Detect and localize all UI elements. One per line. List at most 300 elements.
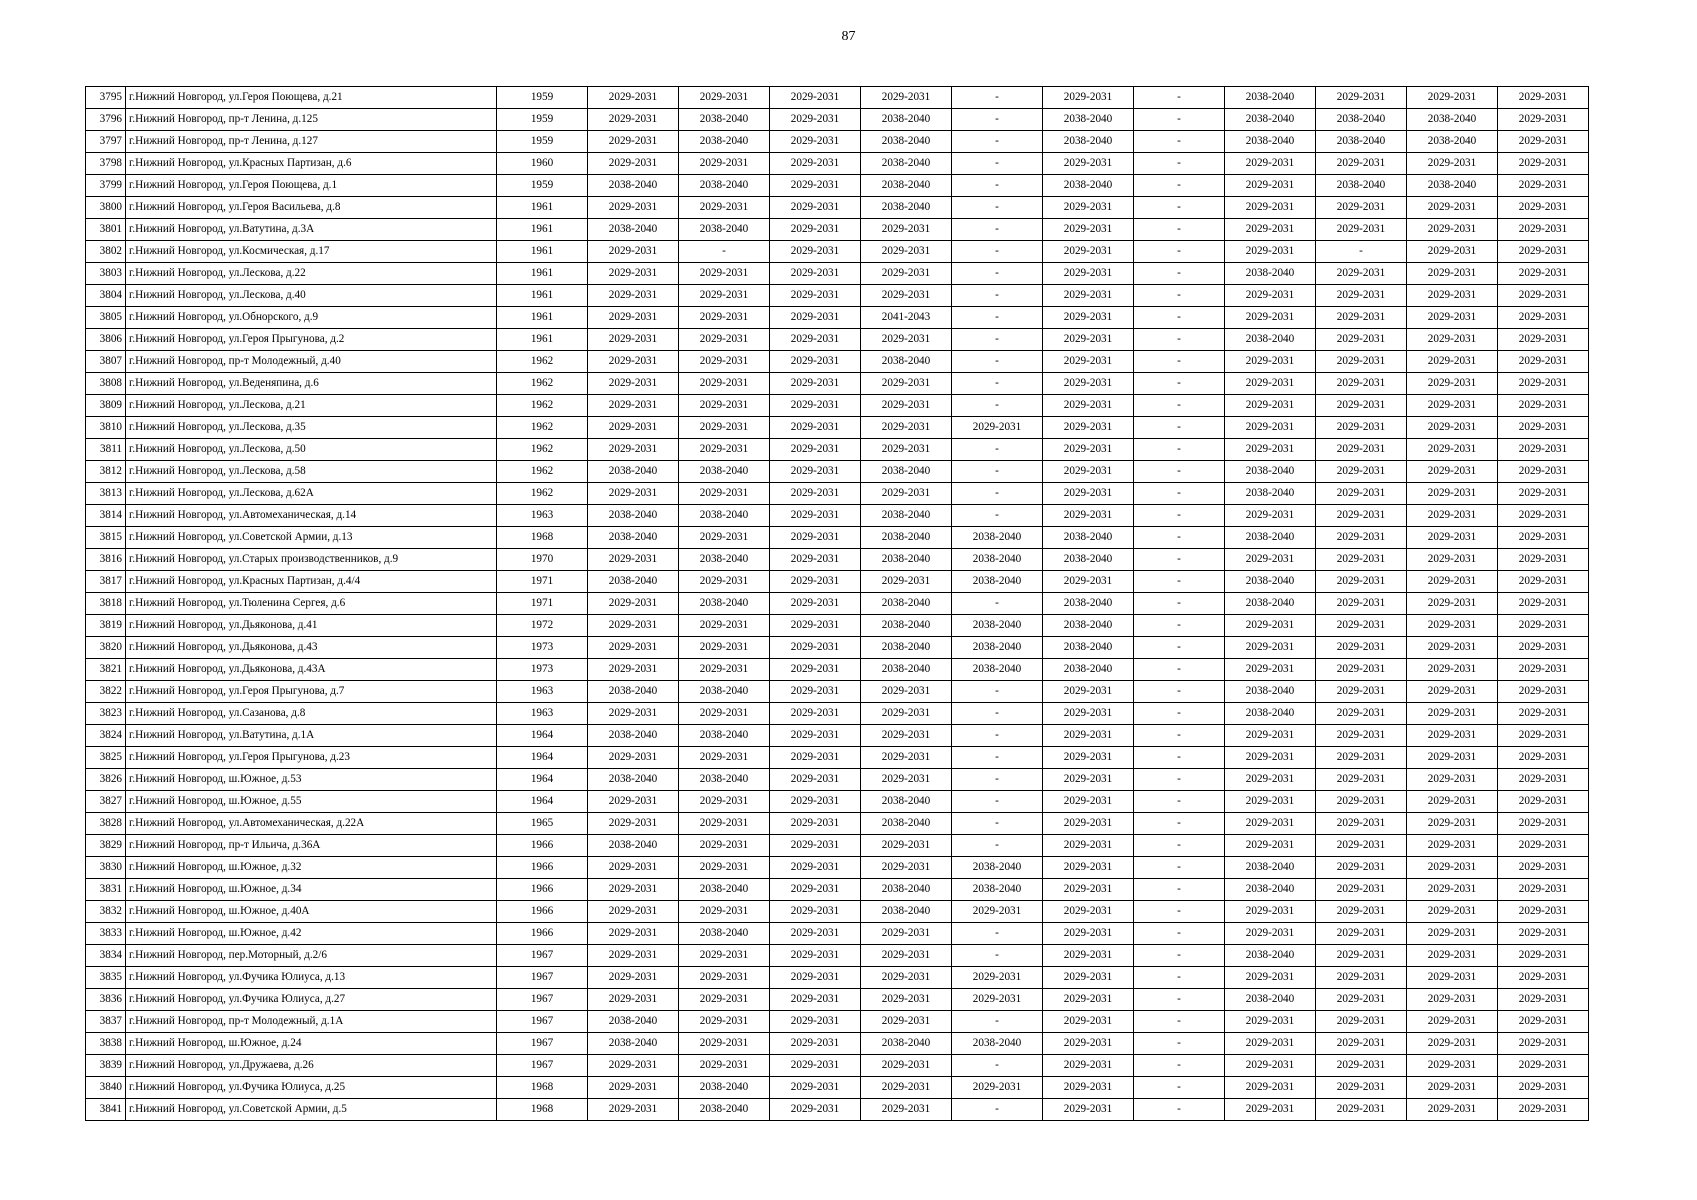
- year-cell: 1967: [497, 967, 588, 989]
- period-cell: 2029-2031: [861, 417, 952, 439]
- row-number-cell: 3831: [86, 879, 126, 901]
- period-cell: 2029-2031: [1316, 879, 1407, 901]
- row-number-cell: 3816: [86, 549, 126, 571]
- period-cell: -: [952, 219, 1043, 241]
- period-cell: -: [1134, 417, 1225, 439]
- period-cell: 2038-2040: [679, 681, 770, 703]
- period-cell: 2029-2031: [1043, 1055, 1134, 1077]
- period-cell: 2038-2040: [1225, 857, 1316, 879]
- row-number-cell: 3800: [86, 197, 126, 219]
- period-cell: 2029-2031: [588, 703, 679, 725]
- period-cell: -: [1134, 857, 1225, 879]
- year-cell: 1964: [497, 725, 588, 747]
- year-cell: 1961: [497, 285, 588, 307]
- period-cell: 2029-2031: [1498, 87, 1589, 109]
- period-cell: 2029-2031: [679, 703, 770, 725]
- period-cell: -: [1134, 835, 1225, 857]
- period-cell: 2029-2031: [770, 703, 861, 725]
- period-cell: 2029-2031: [770, 769, 861, 791]
- period-cell: 2029-2031: [1407, 527, 1498, 549]
- period-cell: 2029-2031: [770, 131, 861, 153]
- period-cell: 2029-2031: [1316, 747, 1407, 769]
- period-cell: 2029-2031: [1316, 791, 1407, 813]
- period-cell: -: [1134, 791, 1225, 813]
- period-cell: 2029-2031: [588, 197, 679, 219]
- period-cell: -: [952, 1055, 1043, 1077]
- period-cell: 2029-2031: [1498, 175, 1589, 197]
- period-cell: 2029-2031: [1316, 769, 1407, 791]
- period-cell: 2029-2031: [1407, 461, 1498, 483]
- period-cell: 2029-2031: [1043, 1099, 1134, 1121]
- year-cell: 1959: [497, 87, 588, 109]
- period-cell: 2038-2040: [861, 901, 952, 923]
- period-cell: 2029-2031: [861, 87, 952, 109]
- period-cell: 2038-2040: [952, 879, 1043, 901]
- period-cell: 2029-2031: [1043, 395, 1134, 417]
- year-cell: 1967: [497, 1055, 588, 1077]
- year-cell: 1960: [497, 153, 588, 175]
- period-cell: 2029-2031: [1407, 901, 1498, 923]
- period-cell: 2029-2031: [1043, 681, 1134, 703]
- period-cell: 2029-2031: [1316, 901, 1407, 923]
- period-cell: 2029-2031: [679, 263, 770, 285]
- period-cell: 2029-2031: [1225, 725, 1316, 747]
- period-cell: 2029-2031: [1498, 307, 1589, 329]
- row-number-cell: 3818: [86, 593, 126, 615]
- period-cell: 2029-2031: [1043, 989, 1134, 1011]
- period-cell: 2029-2031: [1498, 923, 1589, 945]
- address-cell: г.Нижний Новгород, ул.Космическая, д.17: [126, 241, 497, 263]
- address-cell: г.Нижний Новгород, ул.Автомеханическая, д.14: [126, 505, 497, 527]
- period-cell: 2029-2031: [1225, 659, 1316, 681]
- period-cell: -: [952, 505, 1043, 527]
- period-cell: -: [952, 835, 1043, 857]
- period-cell: 2029-2031: [770, 527, 861, 549]
- period-cell: 2029-2031: [1407, 967, 1498, 989]
- period-cell: 2029-2031: [770, 153, 861, 175]
- row-number-cell: 3826: [86, 769, 126, 791]
- period-cell: 2029-2031: [588, 1077, 679, 1099]
- period-cell: 2029-2031: [1316, 461, 1407, 483]
- period-cell: 2029-2031: [1316, 549, 1407, 571]
- period-cell: 2029-2031: [679, 483, 770, 505]
- address-cell: г.Нижний Новгород, ул.Лескова, д.62А: [126, 483, 497, 505]
- year-cell: 1962: [497, 439, 588, 461]
- year-cell: 1966: [497, 901, 588, 923]
- period-cell: 2029-2031: [1498, 813, 1589, 835]
- period-cell: 2029-2031: [1225, 175, 1316, 197]
- table-row: [86, 263, 1589, 285]
- period-cell: 2038-2040: [861, 197, 952, 219]
- period-cell: 2029-2031: [1407, 703, 1498, 725]
- period-cell: -: [1134, 945, 1225, 967]
- period-cell: 2029-2031: [679, 571, 770, 593]
- table-row: [86, 703, 1589, 725]
- table-row: [86, 747, 1589, 769]
- period-cell: -: [952, 769, 1043, 791]
- table-row: [86, 857, 1589, 879]
- period-cell: 2029-2031: [770, 1055, 861, 1077]
- period-cell: 2029-2031: [1498, 945, 1589, 967]
- row-number-cell: 3795: [86, 87, 126, 109]
- period-cell: 2029-2031: [770, 813, 861, 835]
- period-cell: 2038-2040: [952, 637, 1043, 659]
- period-cell: -: [1134, 87, 1225, 109]
- period-cell: 2038-2040: [1225, 483, 1316, 505]
- period-cell: 2029-2031: [1043, 901, 1134, 923]
- period-cell: 2029-2031: [1407, 659, 1498, 681]
- period-cell: 2029-2031: [679, 813, 770, 835]
- period-cell: -: [952, 241, 1043, 263]
- period-cell: 2029-2031: [1316, 197, 1407, 219]
- table-row: [86, 989, 1589, 1011]
- year-cell: 1962: [497, 373, 588, 395]
- period-cell: 2029-2031: [1043, 219, 1134, 241]
- address-cell: г.Нижний Новгород, ш.Южное, д.53: [126, 769, 497, 791]
- year-cell: 1963: [497, 681, 588, 703]
- period-cell: 2029-2031: [1225, 417, 1316, 439]
- table-row: [86, 791, 1589, 813]
- address-cell: г.Нижний Новгород, ул.Дьяконова, д.43А: [126, 659, 497, 681]
- address-cell: г.Нижний Новгород, ул.Ватутина, д.3А: [126, 219, 497, 241]
- period-cell: -: [1134, 307, 1225, 329]
- period-cell: 2029-2031: [1498, 395, 1589, 417]
- period-cell: 2029-2031: [1498, 791, 1589, 813]
- period-cell: 2029-2031: [1498, 593, 1589, 615]
- period-cell: 2038-2040: [1043, 527, 1134, 549]
- table-row: [86, 549, 1589, 571]
- period-cell: -: [952, 461, 1043, 483]
- year-cell: 1965: [497, 813, 588, 835]
- period-cell: 2029-2031: [770, 835, 861, 857]
- period-cell: 2029-2031: [770, 285, 861, 307]
- period-cell: 2029-2031: [1316, 1077, 1407, 1099]
- period-cell: 2029-2031: [1407, 769, 1498, 791]
- table-row: [86, 681, 1589, 703]
- period-cell: -: [1134, 153, 1225, 175]
- year-cell: 1966: [497, 879, 588, 901]
- year-cell: 1971: [497, 571, 588, 593]
- period-cell: 2029-2031: [1407, 549, 1498, 571]
- period-cell: 2029-2031: [588, 439, 679, 461]
- period-cell: 2038-2040: [679, 1077, 770, 1099]
- period-cell: 2029-2031: [1407, 1011, 1498, 1033]
- period-cell: 2029-2031: [861, 1011, 952, 1033]
- period-cell: 2029-2031: [1043, 791, 1134, 813]
- period-cell: 2038-2040: [1043, 615, 1134, 637]
- period-cell: 2029-2031: [588, 483, 679, 505]
- row-number-cell: 3821: [86, 659, 126, 681]
- row-number-cell: 3799: [86, 175, 126, 197]
- period-cell: 2029-2031: [1407, 637, 1498, 659]
- period-cell: 2029-2031: [952, 417, 1043, 439]
- period-cell: 2029-2031: [770, 571, 861, 593]
- period-cell: 2029-2031: [1407, 285, 1498, 307]
- period-cell: 2029-2031: [1316, 87, 1407, 109]
- period-cell: 2038-2040: [679, 175, 770, 197]
- period-cell: 2038-2040: [1225, 989, 1316, 1011]
- period-cell: 2029-2031: [1498, 1077, 1589, 1099]
- period-cell: -: [952, 87, 1043, 109]
- period-cell: 2038-2040: [588, 835, 679, 857]
- period-cell: 2029-2031: [861, 439, 952, 461]
- period-cell: 2038-2040: [861, 1033, 952, 1055]
- year-cell: 1959: [497, 175, 588, 197]
- period-cell: 2029-2031: [1043, 285, 1134, 307]
- period-cell: -: [1134, 571, 1225, 593]
- period-cell: -: [952, 725, 1043, 747]
- period-cell: 2029-2031: [770, 351, 861, 373]
- period-cell: 2029-2031: [1498, 1033, 1589, 1055]
- table-row: [86, 307, 1589, 329]
- period-cell: 2038-2040: [588, 175, 679, 197]
- period-cell: 2038-2040: [679, 879, 770, 901]
- year-cell: 1973: [497, 637, 588, 659]
- row-number-cell: 3829: [86, 835, 126, 857]
- row-number-cell: 3809: [86, 395, 126, 417]
- period-cell: 2029-2031: [1498, 351, 1589, 373]
- period-cell: 2029-2031: [588, 923, 679, 945]
- period-cell: 2029-2031: [770, 373, 861, 395]
- period-cell: 2038-2040: [1407, 131, 1498, 153]
- row-number-cell: 3836: [86, 989, 126, 1011]
- address-cell: г.Нижний Новгород, ш.Южное, д.42: [126, 923, 497, 945]
- table-row: [86, 901, 1589, 923]
- year-cell: 1963: [497, 505, 588, 527]
- table-row: [86, 923, 1589, 945]
- period-cell: 2029-2031: [1498, 989, 1589, 1011]
- period-cell: 2029-2031: [588, 1099, 679, 1121]
- period-cell: 2038-2040: [588, 725, 679, 747]
- period-cell: 2029-2031: [679, 967, 770, 989]
- period-cell: 2029-2031: [770, 967, 861, 989]
- period-cell: 2029-2031: [1225, 373, 1316, 395]
- period-cell: 2029-2031: [1043, 505, 1134, 527]
- period-cell: 2029-2031: [1407, 615, 1498, 637]
- period-cell: -: [1134, 329, 1225, 351]
- year-cell: 1967: [497, 945, 588, 967]
- period-cell: 2029-2031: [1043, 945, 1134, 967]
- year-cell: 1961: [497, 219, 588, 241]
- year-cell: 1959: [497, 131, 588, 153]
- period-cell: 2038-2040: [679, 461, 770, 483]
- period-cell: 2029-2031: [1225, 241, 1316, 263]
- period-cell: 2029-2031: [1225, 395, 1316, 417]
- period-cell: 2038-2040: [1316, 131, 1407, 153]
- period-cell: 2029-2031: [861, 263, 952, 285]
- period-cell: 2029-2031: [1043, 1077, 1134, 1099]
- table-row: [86, 945, 1589, 967]
- period-cell: 2038-2040: [861, 131, 952, 153]
- period-cell: -: [952, 109, 1043, 131]
- address-cell: г.Нижний Новгород, пр-т Ленина, д.127: [126, 131, 497, 153]
- row-number-cell: 3801: [86, 219, 126, 241]
- address-cell: г.Нижний Новгород, пр-т Ильича, д.36А: [126, 835, 497, 857]
- table-row: [86, 329, 1589, 351]
- period-cell: 2029-2031: [770, 1099, 861, 1121]
- period-cell: -: [952, 395, 1043, 417]
- address-cell: г.Нижний Новгород, ул.Обнорского, д.9: [126, 307, 497, 329]
- year-cell: 1964: [497, 769, 588, 791]
- period-cell: 2029-2031: [770, 395, 861, 417]
- year-cell: 1972: [497, 615, 588, 637]
- row-number-cell: 3796: [86, 109, 126, 131]
- period-cell: 2029-2031: [1498, 263, 1589, 285]
- year-cell: 1968: [497, 1077, 588, 1099]
- period-cell: 2038-2040: [1043, 131, 1134, 153]
- period-cell: 2029-2031: [861, 373, 952, 395]
- period-cell: 2029-2031: [770, 879, 861, 901]
- period-cell: 2029-2031: [1225, 615, 1316, 637]
- table-row: [86, 373, 1589, 395]
- period-cell: 2029-2031: [1407, 329, 1498, 351]
- period-cell: 2029-2031: [861, 395, 952, 417]
- period-cell: 2029-2031: [1316, 681, 1407, 703]
- period-cell: -: [1134, 813, 1225, 835]
- period-cell: 2038-2040: [1407, 175, 1498, 197]
- period-cell: 2029-2031: [770, 1077, 861, 1099]
- period-cell: 2029-2031: [1225, 549, 1316, 571]
- address-cell: г.Нижний Новгород, ул.Героя Поющева, д.1: [126, 175, 497, 197]
- period-cell: 2029-2031: [1043, 747, 1134, 769]
- period-cell: 2029-2031: [679, 1033, 770, 1055]
- period-cell: 2029-2031: [1043, 87, 1134, 109]
- period-cell: 2029-2031: [770, 1033, 861, 1055]
- period-cell: 2029-2031: [861, 1099, 952, 1121]
- period-cell: 2038-2040: [861, 637, 952, 659]
- period-cell: -: [1134, 615, 1225, 637]
- period-cell: 2029-2031: [1316, 439, 1407, 461]
- period-cell: 2038-2040: [861, 791, 952, 813]
- period-cell: 2038-2040: [861, 109, 952, 131]
- period-cell: 2038-2040: [1225, 681, 1316, 703]
- period-cell: -: [952, 1011, 1043, 1033]
- period-cell: 2029-2031: [1407, 219, 1498, 241]
- page-number: 87: [841, 29, 856, 44]
- period-cell: 2029-2031: [1043, 153, 1134, 175]
- period-cell: 2029-2031: [1225, 1033, 1316, 1055]
- row-number-cell: 3832: [86, 901, 126, 923]
- period-cell: -: [1134, 527, 1225, 549]
- period-cell: 2038-2040: [588, 527, 679, 549]
- period-cell: 2029-2031: [1316, 373, 1407, 395]
- year-cell: 1961: [497, 307, 588, 329]
- period-cell: 2038-2040: [1043, 109, 1134, 131]
- period-cell: 2029-2031: [1407, 439, 1498, 461]
- period-cell: 2029-2031: [1407, 747, 1498, 769]
- period-cell: 2029-2031: [1407, 1033, 1498, 1055]
- address-cell: г.Нижний Новгород, ул.Лескова, д.50: [126, 439, 497, 461]
- period-cell: 2029-2031: [861, 747, 952, 769]
- period-cell: 2029-2031: [1043, 461, 1134, 483]
- year-cell: 1959: [497, 109, 588, 131]
- period-cell: -: [952, 747, 1043, 769]
- address-cell: г.Нижний Новгород, ул.Фучика Юлиуса, д.27: [126, 989, 497, 1011]
- period-cell: 2038-2040: [952, 615, 1043, 637]
- table-row: [86, 131, 1589, 153]
- period-cell: 2029-2031: [1407, 879, 1498, 901]
- period-cell: 2029-2031: [1498, 505, 1589, 527]
- address-cell: г.Нижний Новгород, ул.Старых производственников, д.9: [126, 549, 497, 571]
- period-cell: 2029-2031: [1316, 1011, 1407, 1033]
- period-cell: 2029-2031: [770, 219, 861, 241]
- period-cell: -: [952, 329, 1043, 351]
- table-row: [86, 659, 1589, 681]
- period-cell: -: [952, 351, 1043, 373]
- period-cell: 2029-2031: [1043, 857, 1134, 879]
- period-cell: 2029-2031: [588, 945, 679, 967]
- period-cell: 2029-2031: [588, 857, 679, 879]
- period-cell: 2029-2031: [770, 483, 861, 505]
- period-cell: -: [952, 923, 1043, 945]
- period-cell: 2029-2031: [1316, 1055, 1407, 1077]
- period-cell: -: [1134, 1011, 1225, 1033]
- period-cell: -: [1134, 175, 1225, 197]
- period-cell: 2029-2031: [861, 725, 952, 747]
- period-cell: -: [1134, 1077, 1225, 1099]
- period-cell: 2029-2031: [1043, 329, 1134, 351]
- period-cell: 2029-2031: [588, 659, 679, 681]
- period-cell: 2029-2031: [770, 263, 861, 285]
- period-cell: 2029-2031: [679, 197, 770, 219]
- period-cell: 2029-2031: [679, 615, 770, 637]
- period-cell: 2029-2031: [679, 153, 770, 175]
- row-number-cell: 3810: [86, 417, 126, 439]
- period-cell: 2029-2031: [1225, 637, 1316, 659]
- period-cell: 2029-2031: [1498, 571, 1589, 593]
- period-cell: 2038-2040: [1043, 549, 1134, 571]
- period-cell: -: [952, 131, 1043, 153]
- period-cell: 2038-2040: [861, 175, 952, 197]
- period-cell: 2029-2031: [861, 483, 952, 505]
- year-cell: 1967: [497, 1011, 588, 1033]
- period-cell: 2029-2031: [1225, 747, 1316, 769]
- period-cell: 2029-2031: [588, 87, 679, 109]
- period-cell: 2029-2031: [861, 703, 952, 725]
- table-row: [86, 241, 1589, 263]
- table-row: [86, 1055, 1589, 1077]
- year-cell: 1962: [497, 461, 588, 483]
- period-cell: 2029-2031: [1043, 769, 1134, 791]
- year-cell: 1962: [497, 351, 588, 373]
- period-cell: 2029-2031: [588, 901, 679, 923]
- period-cell: 2038-2040: [679, 505, 770, 527]
- period-cell: 2029-2031: [679, 417, 770, 439]
- period-cell: 2029-2031: [1407, 197, 1498, 219]
- table-row: [86, 879, 1589, 901]
- period-cell: 2029-2031: [1407, 857, 1498, 879]
- period-cell: 2038-2040: [679, 769, 770, 791]
- address-cell: г.Нижний Новгород, ул.Дружаева, д.26: [126, 1055, 497, 1077]
- row-number-cell: 3811: [86, 439, 126, 461]
- period-cell: -: [1134, 109, 1225, 131]
- period-cell: -: [1134, 923, 1225, 945]
- period-cell: 2029-2031: [1316, 923, 1407, 945]
- period-cell: 2029-2031: [770, 637, 861, 659]
- period-cell: 2029-2031: [1043, 307, 1134, 329]
- period-cell: -: [1134, 439, 1225, 461]
- year-cell: 1966: [497, 857, 588, 879]
- period-cell: 2029-2031: [588, 879, 679, 901]
- period-cell: 2029-2031: [1225, 769, 1316, 791]
- period-cell: 2029-2031: [588, 153, 679, 175]
- period-cell: 2029-2031: [1498, 329, 1589, 351]
- period-cell: 2038-2040: [952, 549, 1043, 571]
- period-cell: 2029-2031: [1316, 505, 1407, 527]
- period-cell: -: [1316, 241, 1407, 263]
- period-cell: 2029-2031: [1316, 153, 1407, 175]
- period-cell: 2029-2031: [861, 967, 952, 989]
